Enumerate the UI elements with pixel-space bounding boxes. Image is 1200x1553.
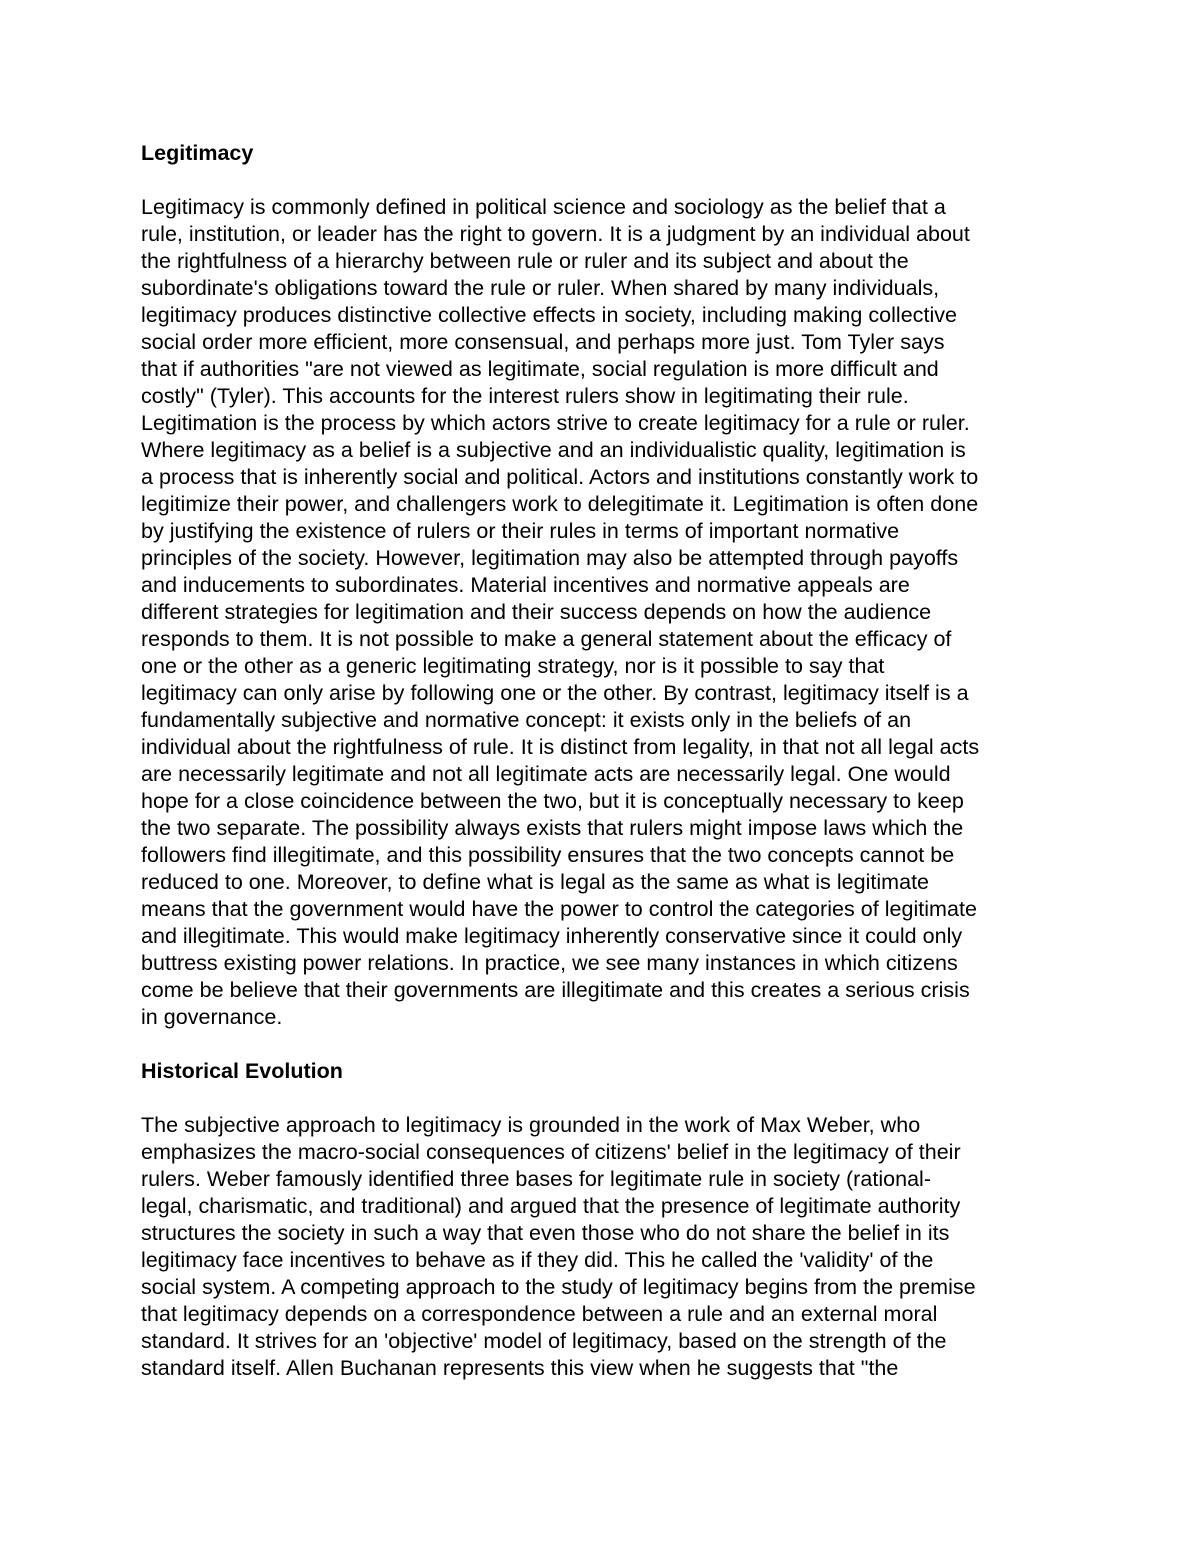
text-line: that legitimacy depends on a correspondence between a rule and an external moral <box>141 1302 938 1326</box>
text-line: means that the government would have the power to control the categories of legitimate <box>141 897 977 921</box>
spacer <box>141 1031 1066 1058</box>
text-line: individual about the rightfulness of rule. It is distinct from legality, in that not all legal acts <box>141 735 980 759</box>
text-line: principles of the society. However, legitimation may also be attempted through payoffs <box>141 546 959 570</box>
spacer <box>141 167 1066 194</box>
text-line: standard itself. Allen Buchanan represents this view when he suggests that "the <box>141 1356 899 1380</box>
text-line: come be believe that their governments are illegitimate and this creates a serious crisis <box>141 978 970 1002</box>
text-line: in governance. <box>141 1005 283 1029</box>
text-line: legitimacy produces distinctive collective effects in society, including making collective <box>141 303 957 327</box>
text-line: legal, charismatic, and traditional) and argued that the presence of legitimate authority <box>141 1194 961 1218</box>
text-line: standard. It strives for an 'objective' model of legitimacy, based on the strength of the <box>141 1329 947 1353</box>
text-line: Where legitimacy as a belief is a subjective and an individualistic quality, legitimation is <box>141 438 966 462</box>
text-line: rulers. Weber famously identified three bases for legitimate rule in society (rational- <box>141 1167 932 1191</box>
text-line: buttress existing power relations. In practice, we see many instances in which citizens <box>141 951 958 975</box>
text-line: a process that is inherently social and political. Actors and institutions constantly work to <box>141 465 979 489</box>
paragraph-legitimacy <box>141 194 1066 1031</box>
text-line: different strategies for legitimation and their success depends on how the audience <box>141 600 932 624</box>
text-line: and illegitimate. This would make legitimacy inherently conservative since it could only <box>141 924 963 948</box>
text-line: followers find illegitimate, and this possibility ensures that the two concepts cannot be <box>141 843 955 867</box>
text-line: reduced to one. Moreover, to define what is legal as the same as what is legitimate <box>141 870 930 894</box>
text-line: rule, institution, or leader has the right to govern. It is a judgment by an individual about <box>141 222 970 246</box>
text-line: one or the other as a generic legitimating strategy, nor is it possible to say that <box>141 654 885 678</box>
text-line: are necessarily legitimate and not all legitimate acts are necessarily legal. One would <box>141 762 951 786</box>
text-line: and inducements to subordinates. Material incentives and normative appeals are <box>141 573 910 597</box>
spacer <box>141 1085 1066 1112</box>
text-line: Legitimation is the process by which actors strive to create legitimacy for a rule or ruler. <box>141 411 970 435</box>
text-line: social system. A competing approach to the study of legitimacy begins from the premise <box>141 1275 976 1299</box>
text-line: emphasizes the macro-social consequences of citizens' belief in the legitimacy of their <box>141 1140 961 1164</box>
text-line: the rightfulness of a hierarchy between rule or ruler and its subject and about the <box>141 249 909 273</box>
text-line: fundamentally subjective and normative concept: it exists only in the beliefs of an <box>141 708 912 732</box>
text-line: subordinate's obligations toward the rule or ruler. When shared by many individuals, <box>141 276 940 300</box>
text-line: Legitimacy is commonly defined in political science and sociology as the belief that a <box>141 195 946 219</box>
section-heading-historical-evolution: Historical Evolution <box>141 1059 343 1083</box>
text-line: responds to them. It is not possible to make a general statement about the efficacy of <box>141 627 952 651</box>
paragraph-historical-evolution <box>141 1112 1066 1382</box>
text-line: The subjective approach to legitimacy is grounded in the work of Max Weber, who <box>141 1113 921 1137</box>
text-line: by justifying the existence of rulers or their rules in terms of important normative <box>141 519 900 543</box>
text-line: legitimacy can only arise by following one or the other. By contrast, legitimacy itself is a <box>141 681 969 705</box>
text-line: costly" (Tyler). This accounts for the interest rulers show in legitimating their rule. <box>141 384 909 408</box>
section-heading-legitimacy: Legitimacy <box>141 141 254 165</box>
text-line: the two separate. The possibility always exists that rulers might impose laws which the <box>141 816 964 840</box>
text-line: hope for a close coincidence between the two, but it is conceptually necessary to keep <box>141 789 964 813</box>
text-line: legitimacy face incentives to behave as if they did. This he called the 'validity' of the <box>141 1248 934 1272</box>
text-line: structures the society in such a way that even those who do not share the belief in its <box>141 1221 950 1245</box>
text-line: that if authorities "are not viewed as legitimate, social regulation is more difficult and <box>141 357 939 381</box>
text-line: social order more efficient, more consensual, and perhaps more just. Tom Tyler says <box>141 330 945 354</box>
text-line: legitimize their power, and challengers work to delegitimate it. Legitimation is often done <box>141 492 979 516</box>
document-page <box>141 140 1066 1382</box>
